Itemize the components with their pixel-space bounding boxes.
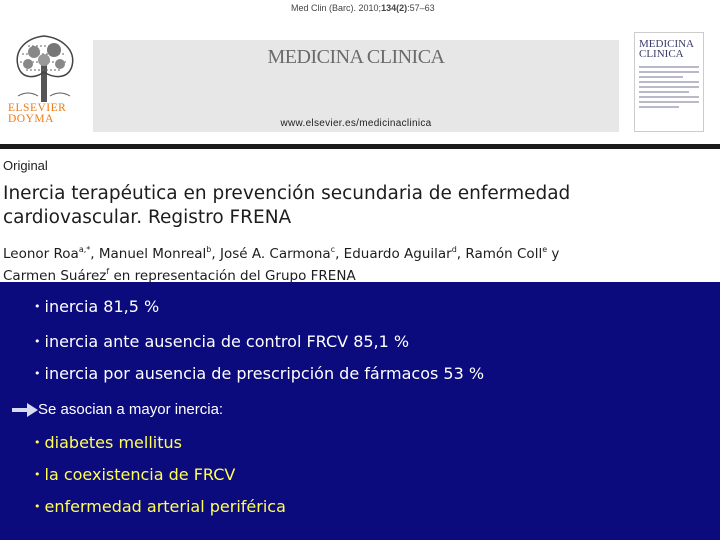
factor-item: • la coexistencia de FRCV <box>34 465 236 484</box>
article-section-label: Original <box>3 158 48 173</box>
lead-text: Se asocian a mayor inercia: <box>38 401 224 418</box>
publisher-name: ELSEVIER DOYMA <box>8 102 67 125</box>
result-item: • inercia por ausencia de prescripción de fármacos 53 % <box>34 364 485 383</box>
journal-url: www.elsevier.es/medicinaclinica <box>280 118 432 129</box>
bullet-icon: • <box>34 335 41 348</box>
journal-banner <box>93 40 619 132</box>
bullet-icon: • <box>34 468 41 481</box>
result-item: • inercia ante ausencia de control FRCV 85,1 % <box>34 332 410 351</box>
factor-item: • enfermedad arterial periférica <box>34 497 286 516</box>
author-list <box>3 241 718 285</box>
authors-line-1: Leonor Roa$^{a,*}$, Manuel Monreal$^b$, José A. Carmona$^c$, Eduardo Aguilar$^d$, Ramón Coll$^e$ y <box>3 245 560 262</box>
journal-title: MEDICINA CLINICA <box>267 46 445 68</box>
cover-title: MEDICINA CLINICA <box>639 38 694 60</box>
result-item: • inercia 81,5 % <box>34 297 160 316</box>
bullet-icon: • <box>34 500 41 513</box>
bullet-icon: • <box>34 367 41 380</box>
factor-item: • diabetes mellitus <box>34 433 182 452</box>
arrow-right-icon <box>12 403 38 417</box>
bullet-icon: • <box>34 300 41 313</box>
divider <box>0 144 720 149</box>
cover-text-lines <box>635 63 703 111</box>
journal-cover-thumbnail <box>634 32 704 132</box>
bullet-icon: • <box>34 436 41 449</box>
citation: Med Clin (Barc). 2010;134(2):57–63 <box>291 3 435 13</box>
elsevier-logo <box>2 32 87 134</box>
authors-line-2: Carmen Suárez$^f$ en representación del Grupo FRENA <box>3 267 356 284</box>
article-title: Inercia terapéutica en prevención secundaria de enfermedad cardiovascular. Registro FRENA <box>3 183 571 228</box>
tree-icon <box>8 32 80 102</box>
